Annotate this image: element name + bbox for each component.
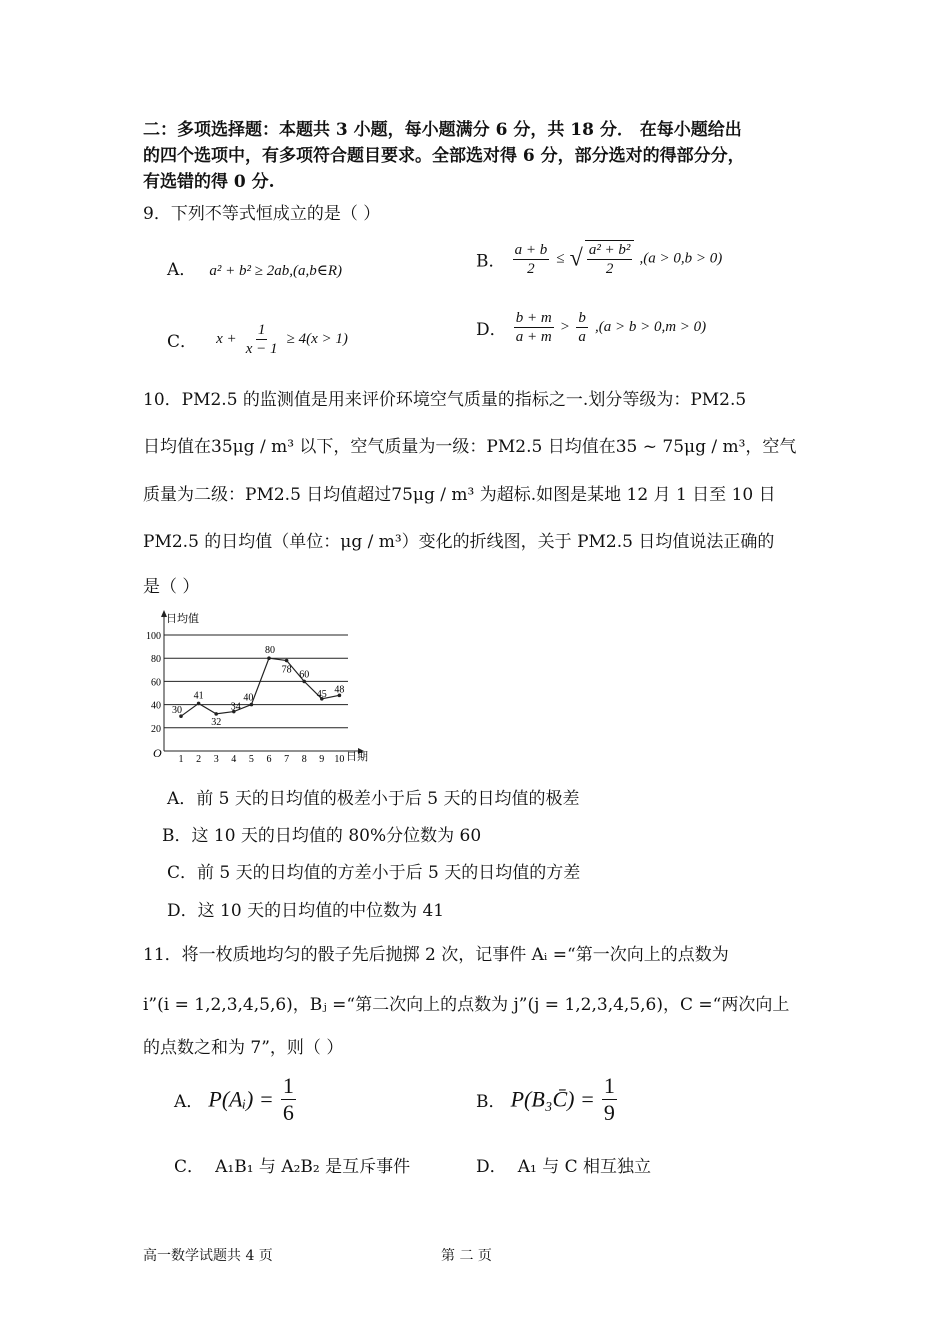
x-tick-label: 4 (231, 754, 237, 765)
footer-page-number: 第 二 页 (441, 1248, 492, 1264)
q10-option-d: D．这 10 天的日均值的中位数为 41 (167, 901, 445, 921)
x-tick-label: 2 (196, 754, 202, 765)
x-tick-label: 5 (248, 754, 254, 765)
q11-a-label: A． (174, 1092, 204, 1112)
q9-b-lhs-num: a + b (514, 241, 548, 258)
q9-b-rad-num: a² + b² (588, 242, 631, 258)
x-tick-label: 8 (301, 754, 307, 765)
q10-line-5: 是（ ） (143, 577, 200, 597)
x-tick-label: 9 (319, 754, 325, 765)
q9-stem: 9．下列不等式恒成立的是（ ） (143, 204, 381, 224)
data-label: 30 (172, 705, 182, 717)
q9-d-cond: ,(a > b > 0,m > 0) (594, 319, 707, 335)
chart-gridlines (164, 635, 348, 728)
q9-d-num2: b (578, 310, 586, 326)
sqrt-sign-icon: √ (569, 245, 583, 272)
q11-b-num: 1 (603, 1073, 615, 1098)
x-tick-label: 1 (178, 754, 184, 765)
data-point (214, 712, 218, 716)
q9-d-den2: a (578, 329, 586, 345)
q9-c-label: C． (167, 332, 198, 352)
q11-option-d (476, 1152, 651, 1177)
q11-a-lhs: P(Aᵢ) = (208, 1086, 274, 1112)
q9-c-den: x − 1 (245, 341, 278, 357)
q10-line-1: 10．PM2.5 的监测值是用来评价环境空气质量的指标之一.划分等级为：PM2.5 (143, 390, 747, 410)
y-tick-label: 20 (151, 723, 161, 735)
x-tick-label: 10 (334, 754, 345, 765)
q9-a-expr: a² + b² ≥ 2ab,(a,b∈R) (209, 263, 342, 279)
q10-line-4: PM2.5 的日均值（单位：μg / m³）变化的折线图，关于 PM2.5 日均值说法正确的 (143, 532, 775, 552)
q9-option-d (476, 309, 706, 346)
q9-b-rad-den: 2 (605, 261, 614, 277)
y-tick-label: 100 (146, 631, 161, 642)
chart-axes (161, 610, 364, 754)
q11-a-den: 6 (282, 1100, 294, 1125)
q9-c-pre: x + (216, 331, 237, 347)
q9-c-post: ≥ 4(x > 1) (286, 331, 348, 347)
data-label: 78 (281, 664, 292, 676)
q9-d-label: D． (476, 320, 507, 340)
q11-line-3: 的点数之和为 7”，则（ ） (143, 1038, 344, 1058)
q9-c-fraction (244, 321, 280, 358)
q9-b-lhs-fraction (513, 241, 550, 278)
data-label: 80 (265, 645, 275, 657)
data-label: 45 (316, 688, 327, 700)
q9-b-rel: ≤ (556, 250, 565, 267)
q11-c-text: A₁B₁ 与 A₂B₂ 是互斥事件 (215, 1157, 411, 1177)
q9-d-rel: > (560, 319, 570, 335)
data-point (197, 702, 201, 706)
data-point (285, 659, 289, 663)
q11-line-2: i”(i = 1,2,3,4,5,6)，Bⱼ =“第二次向上的点数为 j”(j = 1,2,3,4,5,6)，C =“两次向上 (143, 995, 790, 1015)
q11-b-label: B． (476, 1092, 506, 1112)
data-label: 34 (230, 701, 241, 713)
data-point (267, 656, 271, 660)
data-label: 60 (299, 669, 310, 681)
q9-b-radicand (585, 240, 635, 278)
data-label: 48 (334, 684, 345, 696)
q10-line-2: 日均值在35μg / m³ 以下，空气质量为一级：PM2.5 日均值在35 ~ 75μg / m³，空气 (143, 437, 797, 457)
q9-option-b (476, 240, 722, 278)
q9-d-fraction-1 (514, 309, 554, 346)
q11-a-fraction (281, 1073, 296, 1126)
series-line (181, 658, 339, 716)
section-line-3: 有选错的得 0 分. (143, 172, 275, 192)
x-tick-label: 6 (266, 754, 272, 765)
q10-option-b: B．这 10 天的日均值的 80%分位数为 60 (162, 826, 482, 846)
q10-option-c: C．前 5 天的日均值的方差小于后 5 天的日均值的方差 (167, 863, 581, 883)
q11-option-b (476, 1073, 619, 1126)
q9-d-num1: b + m (515, 310, 552, 326)
q11-line-1: 11．将一枚质地均匀的骰子先后抛掷 2 次，记事件 Aᵢ =“第一次向上的点数为 (143, 945, 729, 965)
x-tick-label: 7 (284, 754, 290, 765)
y-tick-label: 40 (151, 700, 161, 712)
q11-d-text: A₁ 与 C 相互独立 (517, 1157, 652, 1177)
y-tick-label: 60 (151, 677, 161, 689)
chart-xlabel: 日期 (346, 751, 368, 763)
q11-c-label: C． (174, 1157, 205, 1177)
q11-b-den: 9 (603, 1100, 615, 1125)
x-tick-label: 3 (213, 754, 219, 765)
q9-b-cond: ,(a > 0,b > 0) (639, 250, 723, 267)
q9-b-lhs-den: 2 (527, 260, 535, 277)
q9-option-c (167, 321, 348, 358)
q9-a-label: A． (167, 260, 197, 280)
q9-d-den1: a + m (515, 329, 552, 345)
section-line-2: 的四个选项中，有多项符合题目要求。全部选对得 6 分，部分选对的得部分分， (143, 146, 745, 166)
y-tick-label: 80 (151, 654, 161, 666)
q9-d-fraction-2 (576, 309, 588, 346)
chart-series (179, 656, 341, 718)
q9-b-label: B． (476, 251, 506, 272)
q11-option-c (174, 1152, 410, 1177)
chart-origin-label: O (153, 746, 162, 760)
data-label: 41 (193, 690, 204, 702)
section-line-1: 二：多项选择题：本题共 3 小题，每小题满分 6 分，共 18 分． 在每小题给出 (143, 120, 742, 140)
footer-left: 高一数学试题共 4 页 (143, 1248, 273, 1264)
q9-option-a (167, 255, 342, 280)
q11-d-label: D． (476, 1157, 507, 1177)
q11-b-fraction (602, 1073, 617, 1126)
data-label: 32 (211, 716, 222, 728)
q11-b-lhs: P(B₃C̄) = (510, 1086, 595, 1112)
data-label: 40 (243, 692, 254, 704)
q9-c-num: 1 (257, 322, 266, 338)
q10-line-3: 质量为二级：PM2.5 日均值超过75μg / m³ 为超标.如图是某地 12 月 1 日至 10 日 (143, 485, 776, 505)
q10-option-a: A．前 5 天的日均值的极差小于后 5 天的日均值的极差 (167, 789, 580, 809)
chart-ylabel: 日均值 (166, 613, 199, 625)
q11-option-a (174, 1073, 298, 1126)
pm25-line-chart (140, 608, 380, 768)
section-instructions (143, 117, 823, 195)
q11-a-num: 1 (282, 1073, 294, 1098)
